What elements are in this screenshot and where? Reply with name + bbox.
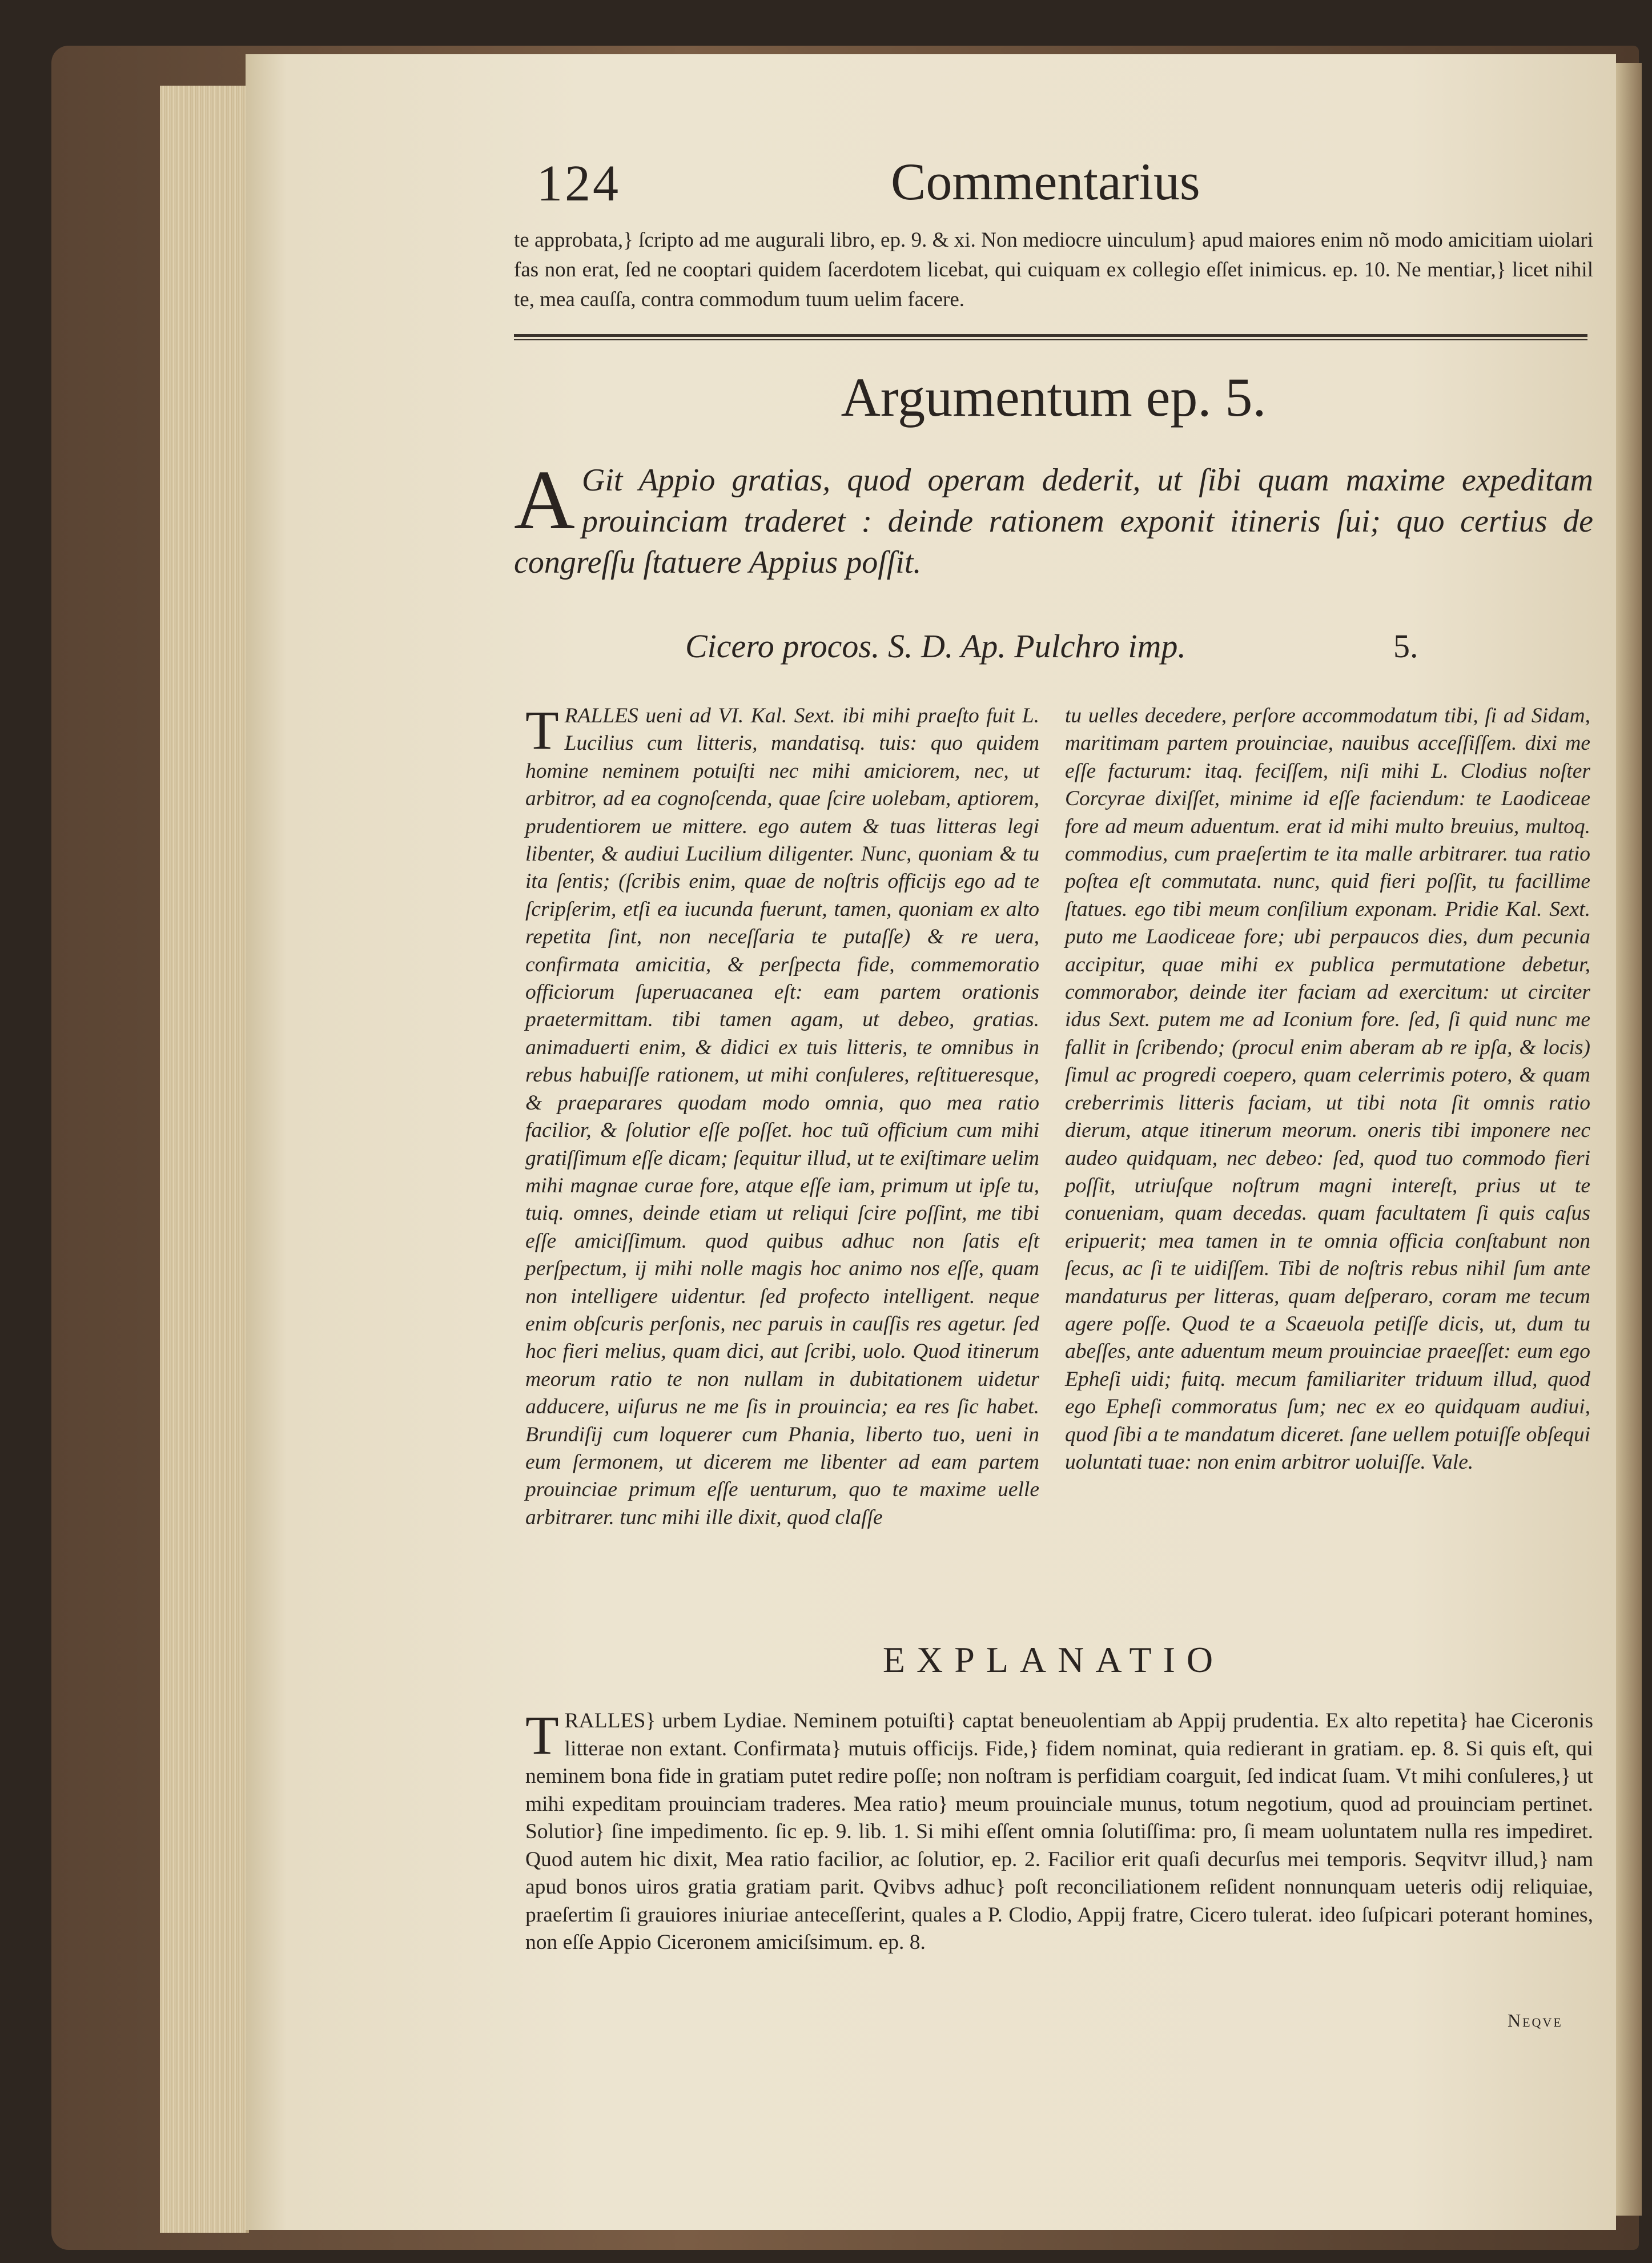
explanatio-text: RALLES} urbem Lydiae. Neminem potuiſti} captat beneuolentiam ab Appij prudentia. Ex alto repetita} hae Ciceronis litterae non extant. Confirmata} mutuis officijs. Fide,} fidem nominat, quia redierant in gratiam. ep. 8. Si quis eſt, qui neminem bona fide in gratiam putet redire poſſe; non noſtram is perfidiam coarguit, ſed indicat ſuam. Vt mihi conſuleres,} ut mihi expeditam prouinciam traderes. Mea ratio} meum prouinciale munus, totum negotium, quod ad prouinciam pertinet. Solutior} ſine impedimento. ſic ep. 9. lib. 1. Si mihi eſſent omnia ſolutiſſima: pro, ſi meam uoluntatem nulla res impediret. Quod autem hic dixit, Mea ratio facilior, ac ſolutior, ep. 2. Facilior erit quaſi decurſus mei temporis. Seqvitvr illud,} nam apud bonos uiros gratia gratiam parit. Qvibvs adhuc} poſt reconciliationem reſident nonnunquam ueteris odij reliquiae, praeſertim ſi grauiores iniuriae anteceſſerint, quales a P. Clodio, Appij fratre, Cicero tulerat. ideo ſuſpicari poterant homines, non eſſe Appio Ciceronem amiciſsimum. ep. 8.	[525, 1709, 1593, 1954]
separator-rule-thin	[514, 339, 1587, 340]
argument-summary-text: Git Appio gratias, quod operam dederit, ut ſibi quam maxime expeditam prouinciam traderet : deinde rationem exponit itineris ſui; quo certius de congreſſu ſtatuere Appius poſſit.	[514, 463, 1593, 580]
page-edges	[160, 86, 249, 2233]
top-note	[514, 226, 1593, 315]
letter-dropcap: T	[525, 700, 559, 761]
argument-dropcap: A	[514, 453, 575, 547]
page-number: 124	[537, 155, 621, 212]
argument-heading: Argumentum ep. 5.	[841, 367, 1267, 428]
letter-right-text: tu uelles decedere, perſore accommodatum tibi, ſi ad Sidam, maritimam partem prouinciae, nauibus acceſſiſſem. dixi me eſſe facturum: itaq. feciſſem, niſi mihi L. Clodius noſter Corcyrae dixiſſet, minime id eſſe faciendum: te Laodiceae fore ad meum aduentum. erat id mihi multo breuius, multoq. commodius, cum praeſertim te ita malle arbitrarer. tua ratio poſtea eſt commutata. nunc, quid fieri poſſit, tu facillime ſtatues. ego tibi meum conſilium exponam. Pridie Kal. Sext. puto me Laodiceae fore; ubi perpaucos dies, dum pecunia accipitur, quae mihi ex publica permutatione debetur, commorabor, deinde iter faciam ad exercitum: ut circiter idus Sext. putem me ad Iconium fore. ſed, ſi quid nunc me fallit in ſcribendo; (procul enim aberam ab re ipſa, & locis) ſimul ac progredi coepero, quam celerrimis potero, & quam creberrimis litteris faciam, ut tibi nota ſit omnis ratio dierum, atque itinerum meorum. oneris tibi imponere nec audeo quidquam, nec debeo: ſed, quod tuo commodo fieri poſſit, utriuſque noſtrum magni intereſt, prius ut te conueniam, quam decedas. quam facultatem ſi quis caſus eripuerit; mea tamen in te omnia officia conſtabunt non ſecus, ac ſi te uidiſſem. Tibi de noſtris rebus nihil ſum ante mandaturus per litteras, quam deſperaro, coram me tecum agere poſſe. Quod te a Scaeuola petiſſe dicis, ut, dum tu abeſſes, ante aduentum meum prouinciae praeeſſet: eum ego Epheſi uidi; fuitq. mecum familiariter triduum illud, quod ego Epheſi commoratus ſum; nec ex eo quidquam audiui, quod ſibi a te mandatum diceret. ſane uellem potuiſſe obſequi uoluntati tuae: non enim arbitror uoluiſſe. Vale.	[1065, 704, 1590, 1474]
running-head: Commentarius	[891, 152, 1200, 211]
letter-left-text: RALLES ueni ad VI. Kal. Sext. ibi mihi praeſto fuit L. Lucilius cum litteris, mandatisq. tuis: quo quidem homine neminem potuiſti nec mihi amiciorem, nec, ut arbitror, ad ea cognoſcenda, quae ſcire uolebam, aptiorem, prudentiorem ue mittere. ego autem & tuas litteras legi libenter, & audiui Lucilium diligenter. Nunc, quoniam & tu ita ſentis; (ſcribis enim, quae de noſtris officijs ego ad te ſcripſerim, etſi ea iucunda fuerunt, tamen, quoniam ex alto repetita ſint, non neceſſaria te putaſſe) & re uera, confirmata amicitia, & perſpecta fide, commemoratio officiorum ſuperuacanea eſt: eam partem orationis praetermittam. tibi tamen agam, ut debeo, gratias. animaduerti enim, & didici ex tuis litteris, te omnibus in rebus habuiſſe rationem, ut mihi conſuleres, reſtitueresque, & praeparares quodam modo omnia, quo mea ratio facilior, & ſolutior eſſe poſſet. hoc tuũ officium cum mihi gratiſſimum eſſe dicam; ſequitur illud, ut te exiſtimare uelim mihi magnae curae fore, atque eſſe iam, primum ut ipſe tu, tuiq. omnes, deinde etiam ut reliqui ſcire poſſint, me tibi eſſe amiciſſimum. quod quibus adhuc non ſatis eſt perſpectum, ij mihi nolle magis hoc animo nos eſſe, quam non intelligere uidentur. ſed profecto intelligent. neque enim obſcuris perſonis, nec paruis in cauſſis res agetur. ſed hoc fieri melius, quam dici, aut ſcribi, uolo. Quod itinerum meorum ratio te non nullam in dubitationem uidetur adducere, uiſurus ne me ſis in prouincia; ea res ſic habet. Brundiſij cum loquerer cum Phania, liberto tuo, ueni in eum ſermonem, ut dicerem me libenter ad eam partem prouinciae primum eſſe uenturum, quo te maxime uelle arbitrarer. tunc mihi ille dixit, quod claſſe	[525, 704, 1039, 1529]
salutation-text: Cicero procos. S. D. Ap. Pulchro imp.	[685, 628, 1186, 665]
letter-left-column	[525, 702, 1039, 1532]
explanatio-body	[525, 1707, 1593, 1957]
separator-rule	[514, 334, 1587, 337]
explanatio-heading: EXPLANATIO	[882, 1639, 1225, 1680]
letter-number: 5.	[1393, 628, 1418, 665]
top-note-text: te approbata,} ſcripto ad me augurali libro, ep. 9. & xi. Non mediocre uinculum} apud maiores enim nõ modo amicitiam uiolari fas non erat, ſed ne cooptari quidem ſacerdotem licebat, qui cuiquam ex collegio eſſet inimicus. ep. 10. Ne mentiar,} licet nihil te, mea cauſſa, contra commodum tuum uelim facere.	[514, 228, 1593, 311]
argument-summary	[514, 453, 1593, 583]
letter-right-column	[1065, 702, 1590, 1476]
facing-page-edge	[1616, 63, 1642, 2216]
catchword: Neqve	[1508, 2010, 1563, 2031]
explanatio-dropcap: T	[525, 1705, 559, 1766]
